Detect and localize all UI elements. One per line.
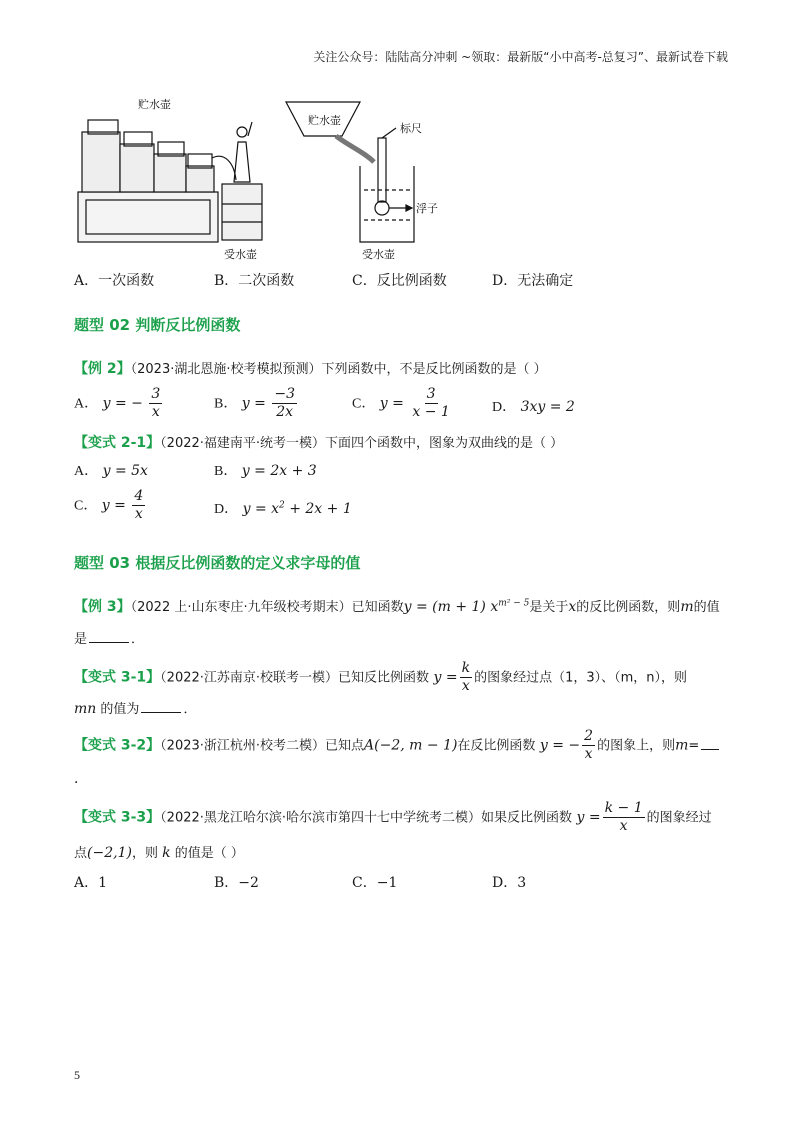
water-clock-figure xyxy=(74,92,454,262)
variant-3-3-line2: 点(−2,1)，则 k 的值是（ ） xyxy=(74,845,244,861)
section-title-03: 题型 03 根据反比例函数的定义求字母的值 xyxy=(74,554,361,572)
left-tank-label: 贮水壶 xyxy=(138,98,171,111)
page-number: 5 xyxy=(74,1068,80,1082)
variant-3-1-stem: 【变式 3-1】（2022·江苏南京·校联考一模）已知反比例函数 y = $\frac{k}{x}$ 的图象经过点（1，3）、（m，n），则 xyxy=(74,660,688,694)
q1-option-d: D．无法确定 xyxy=(492,273,574,289)
var21-option-a: A． y = 5x xyxy=(74,463,148,479)
q1-option-c: C．反比例函数 xyxy=(352,273,447,289)
q1-option-a: A．一次函数 xyxy=(74,273,155,289)
variant-2-1-stem xyxy=(74,432,563,452)
var33-option-c: C．−1 xyxy=(352,875,398,891)
fraction: $\frac{-3}{2x}$ xyxy=(274,386,295,420)
question-text: （2023·湖北恩施·校考模拟预测）下列函数中，不是反比例函数的是（ ） xyxy=(130,362,547,377)
var33-option-a: A．1 xyxy=(74,875,108,891)
fraction: $\frac{4}{x}$ xyxy=(134,488,144,522)
ex2-option-d: D． 3xy = 2 xyxy=(492,399,575,415)
example-tag: 【例 3】 xyxy=(74,599,131,615)
var21-option-b: B． y = 2x + 3 xyxy=(214,463,317,479)
var33-option-d: D．3 xyxy=(492,875,527,891)
answer-blank[interactable] xyxy=(141,699,181,713)
left-water-clock-drawing xyxy=(78,120,262,242)
ruler-label: 标尺 xyxy=(400,122,422,135)
variant-3-2-line2: ． xyxy=(74,771,88,787)
float-label: 浮子 xyxy=(416,202,438,215)
var21-option-d: D． $y = x^2 + 2x + 1$ xyxy=(214,500,352,517)
right-tank-label: 贮水壶 xyxy=(308,114,341,127)
var33-option-b: B．−2 xyxy=(214,875,259,891)
answer-blank[interactable] xyxy=(89,629,129,643)
var21-option-c: C． y = $\frac{4}{x}$ xyxy=(74,488,144,522)
ex2-option-a: A． y = − $\frac{3}{x}$ xyxy=(74,386,161,420)
variant-tag: 【变式 2-1】 xyxy=(74,435,161,451)
q1-option-b: B．二次函数 xyxy=(214,273,295,289)
example-2-stem xyxy=(74,358,547,378)
fraction: $\frac{3}{x - 1}$ xyxy=(412,386,450,420)
question-text: （2022·福建南平·统考一模）下面四个函数中，图象为双曲线的是（ ） xyxy=(160,436,564,451)
page-header: 关注公众号：陆陆高分冲刺 ~领取：最新版“小中高考-总复习”、最新试卷下载 xyxy=(313,50,728,64)
variant-3-1-line2: mn 的值为 ． xyxy=(74,701,197,717)
variant-tag: 【变式 3-3】 xyxy=(74,809,161,826)
left-receiver-label: 受水壶 xyxy=(224,248,257,261)
example-3-stem: 【例 3】（2022 上·山东枣庄·九年级校考期末）已知函数y = (m + 1) $x^{m^2 - 5}$是关于x的反比例函数，则m的值 xyxy=(74,598,720,615)
fraction: $\frac{3}{x}$ xyxy=(151,386,161,420)
variant-3-3-stem: 【变式 3-3】（2022·黑龙江哈尔滨·哈尔滨市第四十七中学统考二模）如果反比例函数 y = $\frac{k - 1}{x}$ 的图象经过 xyxy=(74,800,712,834)
fraction: $\frac{2}{x}$ xyxy=(584,728,594,762)
variant-3-2-stem: 【变式 3-2】（2023·浙江杭州·校考二模）已知点A(−2, m − 1)在反比例函数 y = − $\frac{2}{x}$ 的图象上，则m= xyxy=(74,728,721,763)
ex2-option-c: C． y = $\frac{3}{x - 1}$ xyxy=(352,386,450,420)
example-tag: 【例 2】 xyxy=(74,361,131,377)
example-3-line2: 是 ． xyxy=(74,628,144,647)
section-title-02: 题型 02 判断反比例函数 xyxy=(74,316,241,334)
variant-tag: 【变式 3-1】 xyxy=(74,669,161,686)
variant-tag: 【变式 3-2】 xyxy=(74,737,161,754)
right-water-clock-drawing xyxy=(286,102,414,242)
fraction: $\frac{k}{x}$ xyxy=(461,660,471,694)
answer-blank[interactable] xyxy=(701,736,719,750)
right-receiver-label: 受水壶 xyxy=(362,248,395,261)
fraction: $\frac{k - 1}{x}$ xyxy=(604,800,643,834)
ex2-option-b: B． y = $\frac{-3}{2x}$ xyxy=(214,386,295,420)
